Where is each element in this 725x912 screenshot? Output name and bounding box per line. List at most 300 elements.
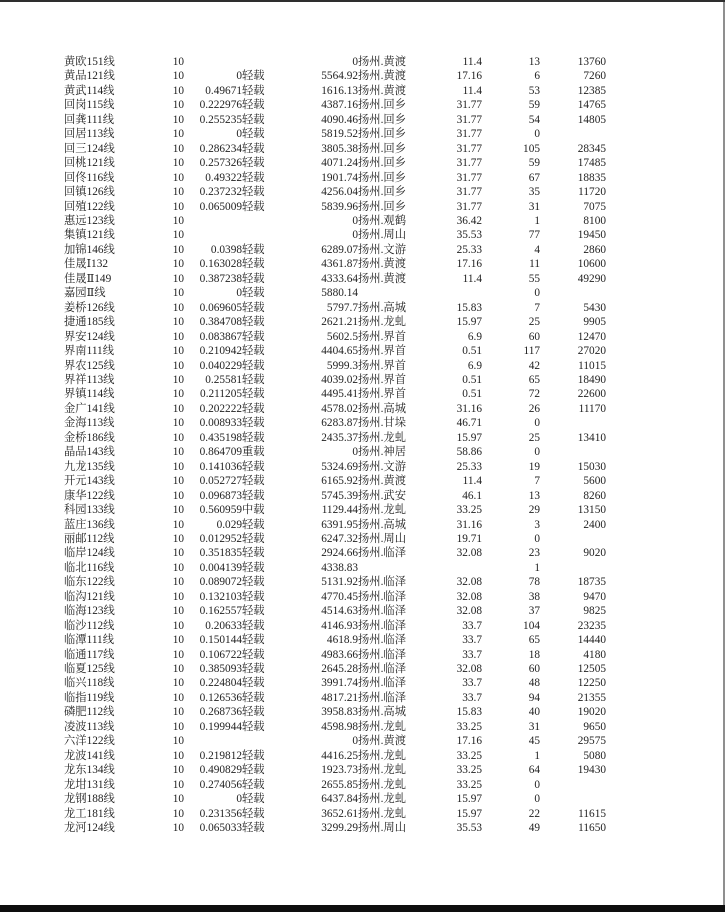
table-cell: 轻载 bbox=[242, 258, 265, 271]
table-cell: 4578.02 bbox=[321, 402, 358, 415]
table-cell: 临潭111线 bbox=[64, 634, 114, 647]
table-cell: 49 bbox=[528, 822, 540, 835]
table-cell: 扬州.临泽 bbox=[358, 634, 407, 647]
table-cell: 扬州.界首 bbox=[358, 345, 407, 358]
table-cell: 轻载 bbox=[242, 460, 265, 473]
table-cell: 0.210942 bbox=[199, 345, 242, 358]
table-cell: 46.71 bbox=[456, 417, 482, 430]
table-cell: 龙坩131线 bbox=[64, 778, 115, 791]
table-cell: 9905 bbox=[583, 316, 606, 329]
table-cell: 0.351835 bbox=[199, 547, 242, 560]
table-cell: 45 bbox=[528, 735, 540, 748]
table-cell: 轻载 bbox=[242, 272, 265, 285]
table-cell: 轻载 bbox=[242, 157, 265, 170]
table-cell: 扬州.文游 bbox=[358, 460, 407, 473]
table-cell: 10 bbox=[172, 388, 184, 401]
table-cell: 0.51 bbox=[462, 388, 482, 401]
table-cell: 13 bbox=[528, 489, 540, 502]
table-row bbox=[64, 604, 606, 618]
table-cell: 扬州.临泽 bbox=[358, 648, 407, 661]
table-cell: 轻载 bbox=[242, 720, 265, 733]
table-cell: 10 bbox=[172, 619, 184, 632]
table-cell: 轻载 bbox=[242, 691, 265, 704]
table-cell: 凌波113线 bbox=[64, 720, 115, 733]
table-cell: 捷通185线 bbox=[64, 316, 115, 329]
table-row bbox=[64, 489, 606, 503]
table-cell: 10 bbox=[172, 417, 184, 430]
table-cell: 46.1 bbox=[462, 489, 482, 502]
table-row bbox=[64, 272, 606, 286]
table-cell: 1616.13 bbox=[321, 84, 358, 97]
table-cell: 轻载 bbox=[242, 764, 265, 777]
table-cell: 扬州.回乡 bbox=[358, 200, 407, 213]
table-cell: 龙河124线 bbox=[64, 822, 115, 835]
table-row bbox=[64, 330, 606, 344]
table-cell: 扬州.武安 bbox=[358, 489, 407, 502]
table-cell: 1923.73 bbox=[321, 764, 358, 777]
table-cell: 中载 bbox=[242, 504, 265, 517]
table-cell: 扬州.临泽 bbox=[358, 547, 407, 560]
table-cell: 40 bbox=[528, 706, 540, 719]
table-cell: 1 bbox=[534, 561, 540, 574]
table-cell bbox=[358, 561, 426, 575]
table-cell: 10 bbox=[172, 113, 184, 126]
table-cell: 5600 bbox=[583, 475, 606, 488]
table-row bbox=[64, 518, 606, 532]
table-cell: 31.16 bbox=[456, 518, 482, 531]
table-cell: 12470 bbox=[577, 330, 606, 343]
table-cell: 6165.92 bbox=[321, 475, 358, 488]
table-cell: 19.71 bbox=[456, 532, 482, 545]
table-cell: 10 bbox=[172, 70, 184, 83]
table-cell: 5880.14 bbox=[321, 287, 358, 300]
table-cell: 38 bbox=[528, 590, 540, 603]
table-cell: 0.490829 bbox=[199, 764, 242, 777]
table-cell: 18735 bbox=[577, 576, 606, 589]
table-cell: 轻载 bbox=[242, 84, 265, 97]
table-cell: 0 bbox=[236, 793, 242, 806]
table-cell: 10 bbox=[172, 186, 184, 199]
table-cell: 扬州.甘垛 bbox=[358, 417, 407, 430]
table-cell: 轻载 bbox=[242, 359, 265, 372]
table-cell: 0.219812 bbox=[199, 749, 242, 762]
table-cell: 临沙112线 bbox=[64, 619, 115, 632]
table-cell: 0 bbox=[534, 417, 540, 430]
table-cell: 扬州.黄渡 bbox=[358, 84, 407, 97]
table-cell: 0.25581 bbox=[205, 373, 242, 386]
table-cell: 康华122线 bbox=[64, 489, 115, 502]
table-cell: 2435.37 bbox=[321, 431, 358, 444]
table-cell: 轻载 bbox=[242, 330, 265, 343]
table-cell: 轻载 bbox=[242, 316, 265, 329]
table-row bbox=[64, 228, 606, 242]
table-cell: 4983.66 bbox=[321, 648, 358, 661]
table-cell: 轻载 bbox=[242, 634, 265, 647]
table-cell: 扬州.临泽 bbox=[358, 663, 407, 676]
table-row bbox=[64, 416, 606, 430]
table-cell: 界镇114线 bbox=[64, 388, 115, 401]
table-cell: 轻载 bbox=[242, 431, 265, 444]
table-cell bbox=[540, 561, 606, 575]
table-row bbox=[64, 344, 606, 358]
table-cell: 0.211205 bbox=[200, 388, 242, 401]
table-cell: 金桥186线 bbox=[64, 431, 115, 444]
table-row bbox=[64, 474, 606, 488]
table-cell: 0 bbox=[534, 778, 540, 791]
table-cell: 轻载 bbox=[242, 518, 265, 531]
table-cell: 4256.04 bbox=[321, 186, 358, 199]
table-cell bbox=[540, 445, 606, 459]
table-cell: 10 bbox=[172, 157, 184, 170]
table-cell: 59 bbox=[528, 99, 540, 112]
table-cell: 0.096873 bbox=[199, 489, 242, 502]
table-row bbox=[64, 590, 606, 604]
table-cell: 扬州.黄渡 bbox=[358, 475, 407, 488]
table-cell: 0.141036 bbox=[199, 460, 242, 473]
table-row bbox=[64, 778, 606, 792]
table-cell: 42 bbox=[528, 359, 540, 372]
table-cell: 5999.3 bbox=[326, 359, 358, 372]
table-cell: 10 bbox=[172, 142, 184, 155]
table-cell: 31.77 bbox=[456, 128, 482, 141]
table-cell: 回居113线 bbox=[64, 128, 115, 141]
table-cell: 9470 bbox=[583, 590, 606, 603]
table-cell: 10 bbox=[172, 84, 184, 97]
table-cell: 0 bbox=[352, 446, 358, 459]
table-cell bbox=[540, 778, 606, 792]
table-cell: 0.069605 bbox=[199, 301, 242, 314]
table-cell: 3958.83 bbox=[321, 706, 358, 719]
table-cell: 5564.92 bbox=[321, 70, 358, 83]
table-cell: 扬州.周山 bbox=[358, 229, 407, 242]
table-cell: 55 bbox=[528, 272, 540, 285]
table-cell: 22 bbox=[528, 807, 540, 820]
table-cell: 1129.44 bbox=[321, 504, 358, 517]
table-cell: 7 bbox=[534, 475, 540, 488]
table-row bbox=[64, 561, 606, 575]
table-cell bbox=[184, 228, 242, 242]
table-cell: 扬州.临泽 bbox=[358, 691, 407, 704]
table-cell: 0.49671 bbox=[205, 84, 242, 97]
table-cell: 33.25 bbox=[456, 720, 482, 733]
table-cell: 15030 bbox=[577, 460, 606, 473]
table-cell: 29 bbox=[528, 504, 540, 517]
table-cell: 轻载 bbox=[242, 128, 265, 141]
table-cell: 10 bbox=[172, 735, 184, 748]
table-cell: 31.77 bbox=[456, 171, 482, 184]
table-cell: 界安124线 bbox=[64, 330, 115, 343]
table-cell: 11.4 bbox=[462, 475, 482, 488]
table-cell: 25 bbox=[528, 431, 540, 444]
table-cell: 32.08 bbox=[456, 576, 482, 589]
table-cell: 31 bbox=[528, 200, 540, 213]
table-cell: 12250 bbox=[577, 677, 606, 690]
table-cell: 2655.85 bbox=[321, 778, 358, 791]
table-cell: 界祥113线 bbox=[64, 373, 115, 386]
table-cell: 12505 bbox=[577, 663, 606, 676]
table-cell: 0.51 bbox=[462, 345, 482, 358]
table-cell: 10 bbox=[172, 778, 184, 791]
table-cell: 35.53 bbox=[456, 822, 482, 835]
table-cell: 扬州.界首 bbox=[358, 373, 407, 386]
table-cell: 临北116线 bbox=[64, 561, 115, 574]
table-cell: 轻载 bbox=[242, 243, 265, 256]
table-cell: 轻载 bbox=[242, 99, 265, 112]
table-cell: 17485 bbox=[577, 157, 606, 170]
table-cell: 0.004139 bbox=[199, 561, 242, 574]
table-cell: 轻载 bbox=[242, 778, 265, 791]
table-cell: 5797.7 bbox=[326, 301, 358, 314]
table-row bbox=[64, 402, 606, 416]
table-cell: 18835 bbox=[577, 171, 606, 184]
table-cell: 轻载 bbox=[242, 648, 265, 661]
table-cell: 10 bbox=[172, 677, 184, 690]
table-row bbox=[64, 301, 606, 315]
table-cell: 扬州.黄渡 bbox=[358, 56, 407, 68]
table-cell: 5131.92 bbox=[321, 576, 358, 589]
table-cell: 界农125线 bbox=[64, 359, 115, 372]
table-cell: 10 bbox=[172, 330, 184, 343]
table-cell: 31.77 bbox=[456, 200, 482, 213]
table-cell: 6 bbox=[534, 70, 540, 83]
table-cell: 53 bbox=[528, 84, 540, 97]
table-cell: 回镇126线 bbox=[64, 186, 115, 199]
table-row bbox=[64, 431, 606, 445]
table-cell: 0 bbox=[352, 229, 358, 242]
table-cell: 姜桥126线 bbox=[64, 301, 115, 314]
table-cell: 轻载 bbox=[242, 388, 265, 401]
table-cell: 10 bbox=[172, 171, 184, 184]
table-cell: 49290 bbox=[577, 272, 606, 285]
table-cell: 0 bbox=[534, 287, 540, 300]
table-cell: 12385 bbox=[577, 84, 606, 97]
table-row bbox=[64, 734, 606, 748]
table-cell: 13760 bbox=[577, 56, 606, 68]
table-cell: 3805.38 bbox=[321, 142, 358, 155]
table-row bbox=[64, 763, 606, 777]
table-cell: 回岗115线 bbox=[64, 99, 115, 112]
table-cell: 117 bbox=[523, 345, 540, 358]
table-cell: 105 bbox=[523, 142, 540, 155]
table-cell: 5080 bbox=[583, 749, 606, 762]
table-cell: 19430 bbox=[577, 764, 606, 777]
table-cell: 10 bbox=[172, 229, 184, 242]
table-cell: 27020 bbox=[577, 345, 606, 358]
table-cell bbox=[184, 734, 242, 748]
table-cell: 60 bbox=[528, 330, 540, 343]
table-cell: 10 bbox=[172, 402, 184, 415]
table-cell: 29575 bbox=[577, 735, 606, 748]
table-cell: 4618.9 bbox=[326, 634, 358, 647]
table-row bbox=[64, 546, 606, 560]
table-cell: 11.4 bbox=[462, 272, 482, 285]
table-cell: 2621.21 bbox=[321, 316, 358, 329]
table-cell: 10 bbox=[172, 576, 184, 589]
table-cell: 0.224804 bbox=[199, 677, 242, 690]
table-cell: 10 bbox=[172, 663, 184, 676]
table-cell: 8100 bbox=[583, 214, 606, 227]
table-cell: 龙工181线 bbox=[64, 807, 115, 820]
table-row bbox=[64, 648, 606, 662]
table-cell: 10 bbox=[172, 128, 184, 141]
table-cell: 19020 bbox=[577, 706, 606, 719]
table-cell: 10 bbox=[172, 691, 184, 704]
table-cell: 5819.52 bbox=[321, 128, 358, 141]
table-cell: 龙波141线 bbox=[64, 749, 115, 762]
table-cell: 35.53 bbox=[456, 229, 482, 242]
table-cell bbox=[242, 214, 276, 228]
table-cell bbox=[184, 55, 242, 69]
table-cell: 0.199944 bbox=[199, 720, 242, 733]
table-cell: 0.065009 bbox=[199, 200, 242, 213]
table-cell: 31.77 bbox=[456, 157, 482, 170]
table-cell: 4180 bbox=[583, 648, 606, 661]
table-cell: 33.25 bbox=[456, 778, 482, 791]
table-cell: 3991.74 bbox=[321, 677, 358, 690]
table-cell: 9650 bbox=[583, 720, 606, 733]
table-cell: 0.560959 bbox=[199, 504, 242, 517]
table-cell: 11.4 bbox=[462, 56, 482, 68]
table-cell: 0 bbox=[352, 214, 358, 227]
table-cell: 9020 bbox=[583, 547, 606, 560]
table-cell: 5324.69 bbox=[321, 460, 358, 473]
table-cell: 扬州.龙虬 bbox=[358, 431, 407, 444]
table-cell: 11615 bbox=[578, 807, 606, 820]
table-cell: 17.16 bbox=[456, 735, 482, 748]
table-cell: 10600 bbox=[577, 258, 606, 271]
table-cell: 10 bbox=[172, 243, 184, 256]
table-cell: 13410 bbox=[577, 431, 606, 444]
table-cell: 10 bbox=[172, 446, 184, 459]
table-cell: 扬州.黄渡 bbox=[358, 70, 407, 83]
table-cell: 扬州.高城 bbox=[358, 402, 407, 415]
table-cell: 扬州.高城 bbox=[358, 301, 407, 314]
table-cell: 0 bbox=[534, 532, 540, 545]
table-cell: 扬州.观鹤 bbox=[358, 214, 407, 227]
table-cell: 轻载 bbox=[242, 417, 265, 430]
table-cell: 0.255235 bbox=[199, 113, 242, 126]
table-cell: 10 bbox=[172, 56, 184, 68]
table-cell: 5602.5 bbox=[326, 330, 358, 343]
table-cell: 0.286234 bbox=[199, 142, 242, 155]
table-cell: 回桃121线 bbox=[64, 157, 115, 170]
table-cell: 15.97 bbox=[456, 793, 482, 806]
table-cell: 15.97 bbox=[456, 316, 482, 329]
table-cell: 0 bbox=[534, 793, 540, 806]
table-cell: 10 bbox=[172, 634, 184, 647]
table-cell: 轻载 bbox=[242, 186, 265, 199]
table-cell: 轻载 bbox=[242, 475, 265, 488]
table-cell: 0.387238 bbox=[199, 272, 242, 285]
table-cell: 4361.87 bbox=[321, 258, 358, 271]
table-cell: 6289.07 bbox=[321, 243, 358, 256]
table-cell: 10 bbox=[172, 547, 184, 560]
table-cell: 龙东134线 bbox=[64, 764, 115, 777]
table-cell: 扬州.龙虬 bbox=[358, 316, 407, 329]
table-cell: 临夏125线 bbox=[64, 663, 115, 676]
table-cell bbox=[540, 127, 606, 141]
table-cell: 10 bbox=[172, 301, 184, 314]
table-cell: 14440 bbox=[577, 634, 606, 647]
table-cell: 67 bbox=[528, 171, 540, 184]
table-cell: 3 bbox=[534, 518, 540, 531]
table-cell: 3299.29 bbox=[321, 822, 358, 835]
table-cell: 17.16 bbox=[456, 70, 482, 83]
table-cell: 28345 bbox=[577, 142, 606, 155]
table-cell: 0 bbox=[534, 446, 540, 459]
table-cell: 15.83 bbox=[456, 301, 482, 314]
table-cell: 4071.24 bbox=[321, 157, 358, 170]
table-row bbox=[64, 171, 606, 185]
table-cell: 黄欧151线 bbox=[64, 56, 115, 68]
table-cell: 4495.41 bbox=[321, 388, 358, 401]
table-cell: 扬州.回乡 bbox=[358, 128, 407, 141]
table-cell: 0.163028 bbox=[199, 258, 242, 271]
table-cell: 嘉园Ⅱ线 bbox=[64, 287, 106, 300]
table-cell: 11170 bbox=[578, 402, 606, 415]
table-cell: 金广141线 bbox=[64, 402, 115, 415]
table-cell: 5430 bbox=[583, 301, 606, 314]
table-cell: 轻载 bbox=[242, 301, 265, 314]
table-cell: 10 bbox=[172, 200, 184, 213]
table-cell: 回龚111线 bbox=[64, 113, 114, 126]
table-cell: 0.274056 bbox=[199, 778, 242, 791]
table-row bbox=[64, 807, 606, 821]
table-cell: 104 bbox=[523, 619, 540, 632]
table-cell: 4404.65 bbox=[321, 345, 358, 358]
table-row bbox=[64, 749, 606, 763]
table-cell: 龙钢188线 bbox=[64, 793, 115, 806]
table-row bbox=[64, 359, 606, 373]
table-cell: 22600 bbox=[577, 388, 606, 401]
table-cell: 扬州.回乡 bbox=[358, 171, 407, 184]
table-row bbox=[64, 84, 606, 98]
table-cell: 0 bbox=[534, 128, 540, 141]
table-cell: 磷肥112线 bbox=[64, 706, 115, 719]
table-row bbox=[64, 69, 606, 83]
table-cell: 0.257326 bbox=[199, 157, 242, 170]
table-cell: 65 bbox=[528, 373, 540, 386]
table-cell: 扬州.龙虬 bbox=[358, 764, 407, 777]
table-cell: 72 bbox=[528, 388, 540, 401]
table-cell: 扬州.临泽 bbox=[358, 590, 407, 603]
table-cell: 0.49322 bbox=[205, 171, 242, 184]
page-bottom-border bbox=[0, 905, 725, 912]
table-row bbox=[64, 532, 606, 546]
table-cell: 轻载 bbox=[242, 677, 265, 690]
table-cell: 78 bbox=[528, 576, 540, 589]
table-cell: 2860 bbox=[583, 243, 606, 256]
table-cell: 14805 bbox=[577, 113, 606, 126]
table-cell bbox=[426, 286, 482, 300]
table-cell: 0.864709 bbox=[199, 446, 242, 459]
table-cell: 临沟121线 bbox=[64, 590, 115, 603]
table-cell: 扬州.黄渡 bbox=[358, 735, 407, 748]
power-line-table bbox=[64, 55, 606, 835]
table-cell: 33.7 bbox=[462, 691, 482, 704]
table-row bbox=[64, 200, 606, 214]
table-cell: 轻载 bbox=[242, 807, 265, 820]
table-cell: 25 bbox=[528, 316, 540, 329]
table-cell: 晶品143线 bbox=[64, 446, 115, 459]
table-cell: 临通117线 bbox=[64, 648, 115, 661]
table-cell bbox=[540, 792, 606, 806]
table-cell: 扬州.回乡 bbox=[358, 186, 407, 199]
table-cell: 临东122线 bbox=[64, 576, 115, 589]
table-cell: 0.052727 bbox=[199, 475, 242, 488]
table-cell: 15.97 bbox=[456, 431, 482, 444]
table-cell: 0.150144 bbox=[199, 634, 242, 647]
